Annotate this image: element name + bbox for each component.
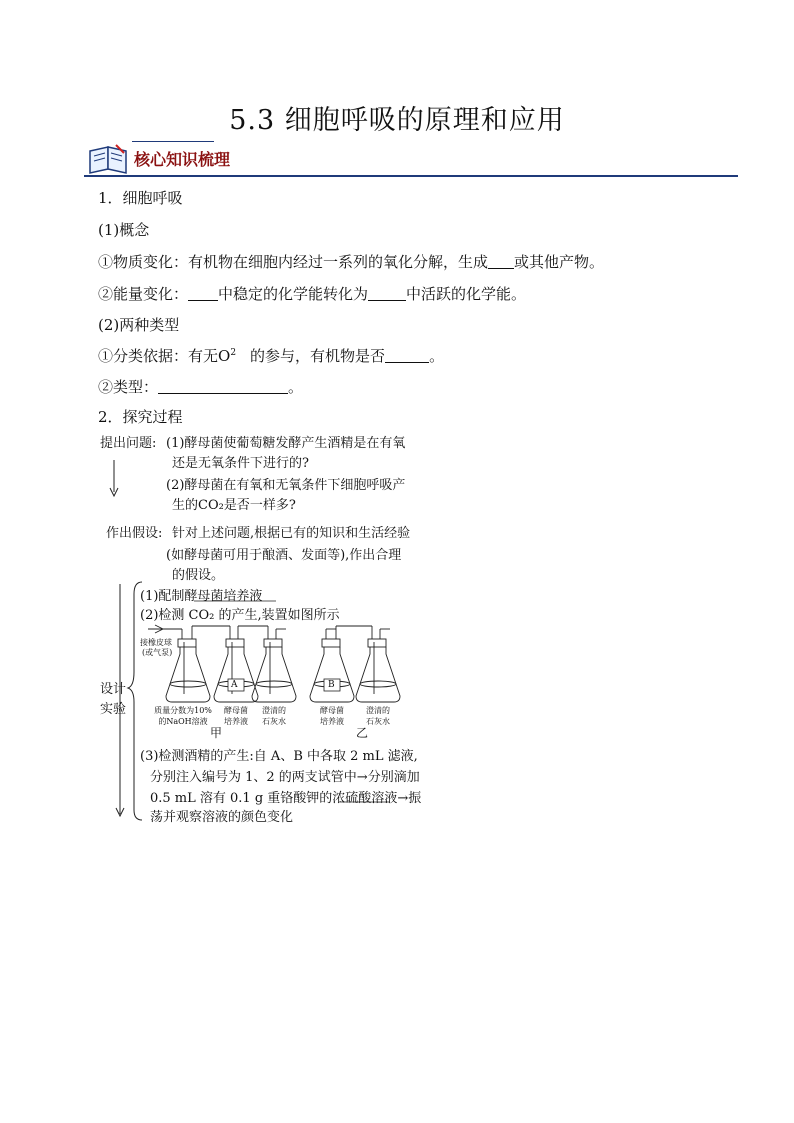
text: 澄清的 <box>366 706 390 715</box>
step-3d: 荡并观察溶液的颜色变化 <box>150 810 294 825</box>
fill-blank[interactable] <box>385 348 429 363</box>
section-top-line <box>132 141 214 142</box>
label-design-2: 实验 <box>100 702 127 717</box>
line-material-change <box>98 251 604 272</box>
fill-blank[interactable] <box>368 286 406 301</box>
text: 质量分数为10% <box>154 706 212 715</box>
text: 0.5 mL 溶有 0.1 g 重铬酸钾的 <box>150 791 333 806</box>
caption-naoh <box>150 705 216 727</box>
hypothesis-1: 针对上述问题,根据已有的知识和生活经验 <box>172 526 411 541</box>
step-3c <box>150 787 421 806</box>
text: 中稳定的化学能转化为 <box>218 285 369 303</box>
heading-cell-respiration: 1．细胞呼吸 <box>98 189 183 207</box>
caption-yeast-b <box>312 705 352 727</box>
text: ①物质变化：有机物在细胞内经过一系列的氧化分解，生成 <box>98 253 489 271</box>
question-2b: 生的CO₂是否一样多? <box>172 498 296 513</box>
label-jia: 甲 <box>210 726 223 740</box>
line-energy-change <box>98 283 526 304</box>
question-1b: 还是无氧条件下进行的? <box>172 456 309 471</box>
text: 培养液 <box>320 717 344 726</box>
subheading-two-types: (2)两种类型 <box>98 316 180 334</box>
text: 澄清的 <box>262 706 286 715</box>
fill-blank[interactable] <box>188 286 218 301</box>
text: ②能量变化： <box>98 285 189 303</box>
apparatus-yi <box>310 626 400 702</box>
fill-blank[interactable] <box>158 379 288 394</box>
text: 酵母菌培养液 <box>184 589 263 604</box>
text: 酵母菌 <box>320 706 344 715</box>
text: 的NaOH溶液 <box>158 717 208 726</box>
line-types <box>98 376 303 397</box>
section-rule <box>84 175 738 177</box>
label-yi: 乙 <box>356 726 369 740</box>
label-pump-2: (或气泵) <box>142 648 173 657</box>
step-3a: (3)检测酒精的产生:自 A、B 中各取 2 mL 滤液, <box>140 749 418 764</box>
flask-label-a: A <box>231 680 238 690</box>
heading-exploration: 2．探究过程 <box>98 408 183 426</box>
label-pump-1: 接橡皮球 <box>140 638 172 647</box>
text: 。 <box>429 347 445 365</box>
text: (1)配制 <box>140 589 185 604</box>
book-icon <box>86 143 132 175</box>
text: 酵母菌 <box>224 706 248 715</box>
step-3b: 分别注入编号为 1、2 的两支试管中→分别滴加 <box>150 770 420 785</box>
text: ①分类依据：有无O <box>98 347 231 365</box>
text: 的参与，有机物是否 <box>250 347 386 365</box>
text: 浓硫酸 <box>332 791 372 806</box>
flask-label-b: B <box>328 680 335 690</box>
text: 中活跃的化学能。 <box>406 285 527 303</box>
label-hypothesis: 作出假设: <box>106 526 163 541</box>
experiment-figure <box>100 432 460 824</box>
label-question: 提出问题: <box>100 436 157 451</box>
page-title: 5.3 细胞呼吸的原理和应用 <box>229 105 565 136</box>
line-basis <box>98 345 444 366</box>
hypothesis-3: 的假设。 <box>172 568 225 583</box>
question-1a: (1)酵母菌使葡萄糖发酵产生酒精是在有氧 <box>166 436 406 451</box>
step-1 <box>140 585 262 604</box>
text: 培养液 <box>224 717 248 726</box>
text: 或其他产物。 <box>514 253 605 271</box>
text: ②类型： <box>98 378 159 396</box>
text: 溶液→振 <box>371 791 422 806</box>
text: 石灰水 <box>366 717 390 726</box>
label-design-1: 设计 <box>100 682 127 697</box>
step-2: (2)检测 CO₂ 的产生,装置如图所示 <box>140 608 340 623</box>
text: 。 <box>288 378 304 396</box>
hypothesis-2: (如酵母菌可用于酿酒、发面等),作出合理 <box>166 548 402 563</box>
text: 石灰水 <box>262 717 286 726</box>
section-title: 核心知识梳理 <box>134 150 231 169</box>
subheading-concept: (1)概念 <box>98 221 150 239</box>
superscript: 2 <box>230 348 237 358</box>
question-2a: (2)酵母菌在有氧和无氧条件下细胞呼吸产 <box>166 478 406 493</box>
caption-lime-a <box>254 705 294 727</box>
fill-blank[interactable] <box>488 254 514 269</box>
